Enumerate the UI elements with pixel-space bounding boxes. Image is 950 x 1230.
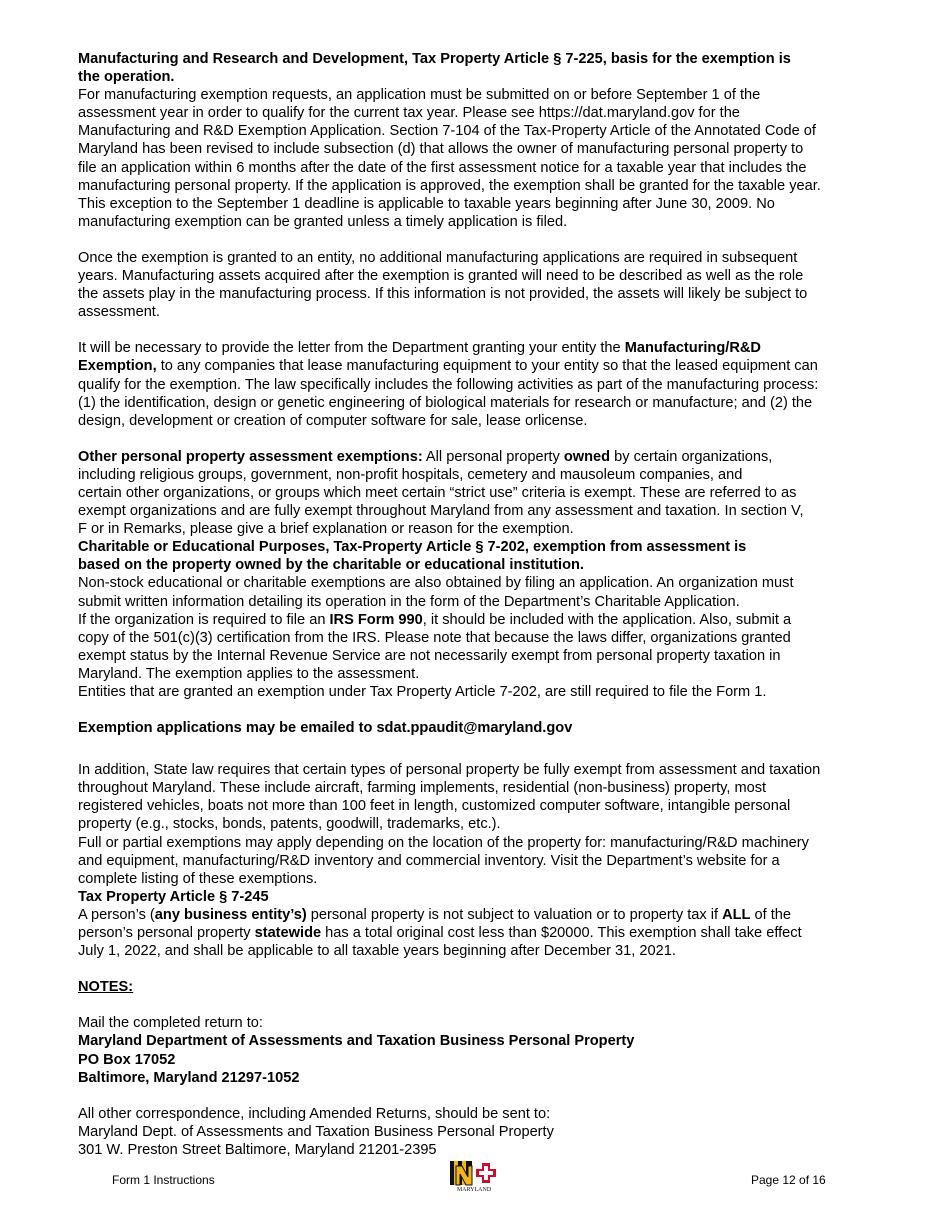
email-line: Exemption applications may be emailed to sdat.ppaudit@maryland.gov bbox=[78, 720, 573, 737]
footer-page-number: Page 12 of 16 bbox=[751, 1173, 826, 1187]
manufacturing-paragraph-2: Once the exemption is granted to an entity, no additional manufacturing applications are required in subsequent years. Manufacturing assets acquired after the exemption is granted will need to be described as well as the role the assets play in the manufacturing process. If this information is not provided, the assets will likely be subject to assessment. bbox=[78, 249, 808, 321]
manufacturing-paragraph-3: It will be necessary to provide the letter from the Department granting your entity the Manufacturing/R&D Exemption, to any companies that lease manufacturing equipment to your entity so that the leased equipment can qualify for the exemption. The law specifically includes the following activities as part of the manufacturing process: (1) the identification, design or genetic engineering of biological materials for research or manufacture; and (2) the design, development or creation of computer software for sale, lease orlicense. bbox=[78, 340, 819, 429]
notes-heading: NOTES: bbox=[78, 979, 134, 996]
correspondence-address: Maryland Dept. of Assessments and Taxation Business Personal Property 301 W. Preston Street Baltimore, Maryland 21201-2395 bbox=[78, 1123, 554, 1158]
article-245-paragraph: A person’s (any business entity’s) personal property is not subject to valuation or to property tax if ALL of the person’s personal property statewide has a total original cost less than $20000. This exemption shall take effect July 1, 2022, and shall be applicable to all taxable years beginning after December 31, 2021. bbox=[78, 906, 802, 960]
logo-n-shape bbox=[456, 1166, 472, 1185]
manufacturing-heading: Manufacturing and Research and Development, Tax Property Article § 7-225, basis for the exemption is the operation. bbox=[78, 51, 791, 86]
manufacturing-paragraph-1: For manufacturing exemption requests, an application must be submitted on or before September 1 of the assessment year in order to qualify for the current tax year. Please see https://dat.maryland.gov for the Manufacturing and R&D Exemption Application. Section 7-104 of the Tax-Property Article of the Annotated Code of Maryland has been revised to include subsection (d) that allows the owner of manufacturing personal property to file an application within 6 months after the date of the first assessment notice for a taxable year that includes the manufacturing personal property. If the application is approved, the exemption shall be granted for the taxable year. This exception to the September 1 deadline is applicable to taxable years beginning after June 30, 2009. No manufacturing exemption can be granted unless a timely application is filed. bbox=[78, 87, 821, 230]
state-law-paragraph-1: In addition, State law requires that certain types of personal property be fully exempt from assessment and taxation throughout Maryland. These include aircraft, farming implements, residential (non-business) property, most registered vehicles, boats not more than 100 feet in length, customized computer software, intangible personal property (e.g., stocks, bonds, patents, goodwill, trademarks, etc.). bbox=[78, 762, 821, 833]
charitable-paragraph-2: If the organization is required to file an IRS Form 990, it should be included with the application. Also, submit a copy of the 501(c)(3) certification from the IRS. Please note that because the laws differ, organizations granted exempt status by the Internal Revenue Service are not necessarily exempt from personal property taxation in Maryland. The exemption applies to the assessment. bbox=[78, 611, 792, 682]
page-footer bbox=[0, 1160, 950, 1200]
article-245-heading: Tax Property Article § 7-245 bbox=[78, 888, 269, 905]
mail-address: Maryland Department of Assessments and Taxation Business Personal Property PO Box 17052 Baltimore, Maryland 21297-1052 bbox=[78, 1033, 635, 1086]
maryland-logo bbox=[448, 1160, 500, 1192]
other-exemptions-paragraph: Other personal property assessment exemptions: All personal property owned by certain organizations, including religious groups, government, non-profit hospitals, cemetery and mausoleum companies, and certain other organizations, or groups which meet certain “strict use” criteria is exempt. These are referred to as exempt organizations and are fully exempt throughout Maryland from any assessment and taxation. In section V, F or in Remarks, please give a brief explanation or reason for the exemption. bbox=[78, 448, 804, 538]
charitable-heading: Charitable or Educational Purposes, Tax-Property Article § 7-202, exemption from assessment is based on the property owned by the charitable or educational institution. bbox=[78, 539, 747, 574]
footer-form-title: Form 1 Instructions bbox=[112, 1173, 215, 1187]
state-law-paragraph-2: Full or partial exemptions may apply depending on the location of the property for: manufacturing/R&D machinery and equipment, manufacturing/R&D inventory and commercial inventory. Visit the Department’s website for a complete listing of these exemptions. bbox=[78, 834, 809, 887]
mail-intro: Mail the completed return to: bbox=[78, 1015, 263, 1032]
charitable-paragraph-3: Entities that are granted an exemption under Tax Property Article 7-202, are still required to file the Form 1. bbox=[78, 684, 767, 700]
logo-wordmark: MARYLAND bbox=[456, 1187, 492, 1192]
correspondence-intro: All other correspondence, including Amended Returns, should be sent to: bbox=[78, 1105, 551, 1122]
document-body bbox=[78, 50, 874, 1159]
charitable-paragraph-1: Non-stock educational or charitable exemptions are also obtained by filing an application. An organization must submit written information detailing its operation in the form of the Department’s Charitable Application. bbox=[78, 575, 794, 610]
